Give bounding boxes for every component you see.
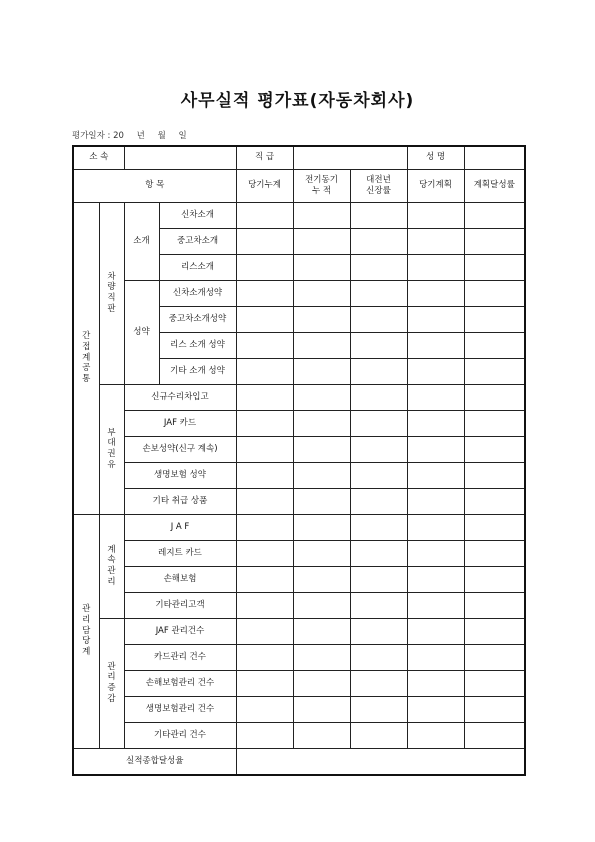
table-row bbox=[73, 514, 525, 540]
table-row bbox=[73, 436, 525, 462]
row-label: 신차소개 bbox=[159, 202, 236, 228]
header-item: 항 목 bbox=[73, 169, 236, 202]
row-label: 중고차소개성약 bbox=[159, 306, 236, 332]
name-field[interactable] bbox=[464, 146, 525, 169]
table-row bbox=[73, 384, 525, 410]
row-label: J A F bbox=[124, 514, 236, 540]
name-label: 성 명 bbox=[407, 146, 464, 169]
header-col-2: 대전년 신장률 bbox=[350, 169, 407, 202]
row-label: 생명보험 성약 bbox=[124, 462, 236, 488]
row-label: 기타관리고객 bbox=[124, 592, 236, 618]
date-year: 년 bbox=[136, 131, 145, 141]
row-label: 리스소개 bbox=[159, 254, 236, 280]
affiliation-field[interactable] bbox=[124, 146, 236, 169]
position-label: 직 급 bbox=[236, 146, 293, 169]
evaluation-table bbox=[72, 145, 526, 776]
section-continuing: 계 속 관 리 bbox=[99, 514, 124, 618]
table-row bbox=[73, 644, 525, 670]
row-label: 카드관리 건수 bbox=[124, 644, 236, 670]
table-row bbox=[73, 462, 525, 488]
row-label: 기타 소개 성약 bbox=[159, 358, 236, 384]
table-row bbox=[73, 670, 525, 696]
header-col-3: 당기계획 bbox=[407, 169, 464, 202]
row-label: 중고차소개 bbox=[159, 228, 236, 254]
date-label: 평가일자 : 20 bbox=[72, 131, 124, 141]
section-indirect: 간 접 계 공 통 bbox=[73, 202, 99, 514]
page-title: 사무실적 평가표(자동차회사) bbox=[180, 91, 415, 111]
row-label: JAF 관리건수 bbox=[124, 618, 236, 644]
table-row bbox=[73, 280, 525, 306]
table-row bbox=[73, 618, 525, 644]
group-intro: 소개 bbox=[124, 202, 159, 280]
table-row bbox=[73, 566, 525, 592]
section-management: 관 리 담 당 계 bbox=[73, 514, 99, 748]
row-label: 손해보험 bbox=[124, 566, 236, 592]
table-row bbox=[73, 722, 525, 748]
table-row bbox=[73, 696, 525, 722]
row-label: 레지트 카드 bbox=[124, 540, 236, 566]
row-label: JAF 카드 bbox=[124, 410, 236, 436]
table-row bbox=[73, 488, 525, 514]
total-field[interactable] bbox=[236, 748, 525, 775]
table-row bbox=[73, 202, 525, 228]
row-label: 손보성약(신구 계속) bbox=[124, 436, 236, 462]
row-label: 손해보험관리 건수 bbox=[124, 670, 236, 696]
row-label: 기타 취급 상품 bbox=[124, 488, 236, 514]
evaluation-date bbox=[72, 129, 197, 141]
total-label: 실적종합달성율 bbox=[73, 748, 236, 775]
group-contract: 성약 bbox=[124, 280, 159, 384]
table-row bbox=[73, 748, 525, 775]
row-label: 신규수리차입고 bbox=[124, 384, 236, 410]
header-col-1: 전기동기 누 적 bbox=[293, 169, 350, 202]
affiliation-label: 소 속 bbox=[73, 146, 124, 169]
row-label: 리스 소개 성약 bbox=[159, 332, 236, 358]
date-month: 월 bbox=[157, 131, 166, 141]
section-vehicle-sales: 차 량 직 판 bbox=[99, 202, 124, 384]
date-day: 일 bbox=[178, 131, 187, 141]
section-ancillary: 부 대 권 유 bbox=[99, 384, 124, 514]
header-col-0: 당기누계 bbox=[236, 169, 293, 202]
row-label: 기타관리 건수 bbox=[124, 722, 236, 748]
table-row bbox=[73, 540, 525, 566]
position-field[interactable] bbox=[293, 146, 407, 169]
table-row bbox=[73, 592, 525, 618]
table-row bbox=[73, 410, 525, 436]
header-col-4: 계획달성률 bbox=[464, 169, 525, 202]
section-increase: 관 리 증 감 bbox=[99, 618, 124, 748]
row-label: 생명보험관리 건수 bbox=[124, 696, 236, 722]
row-label: 신차소개성약 bbox=[159, 280, 236, 306]
